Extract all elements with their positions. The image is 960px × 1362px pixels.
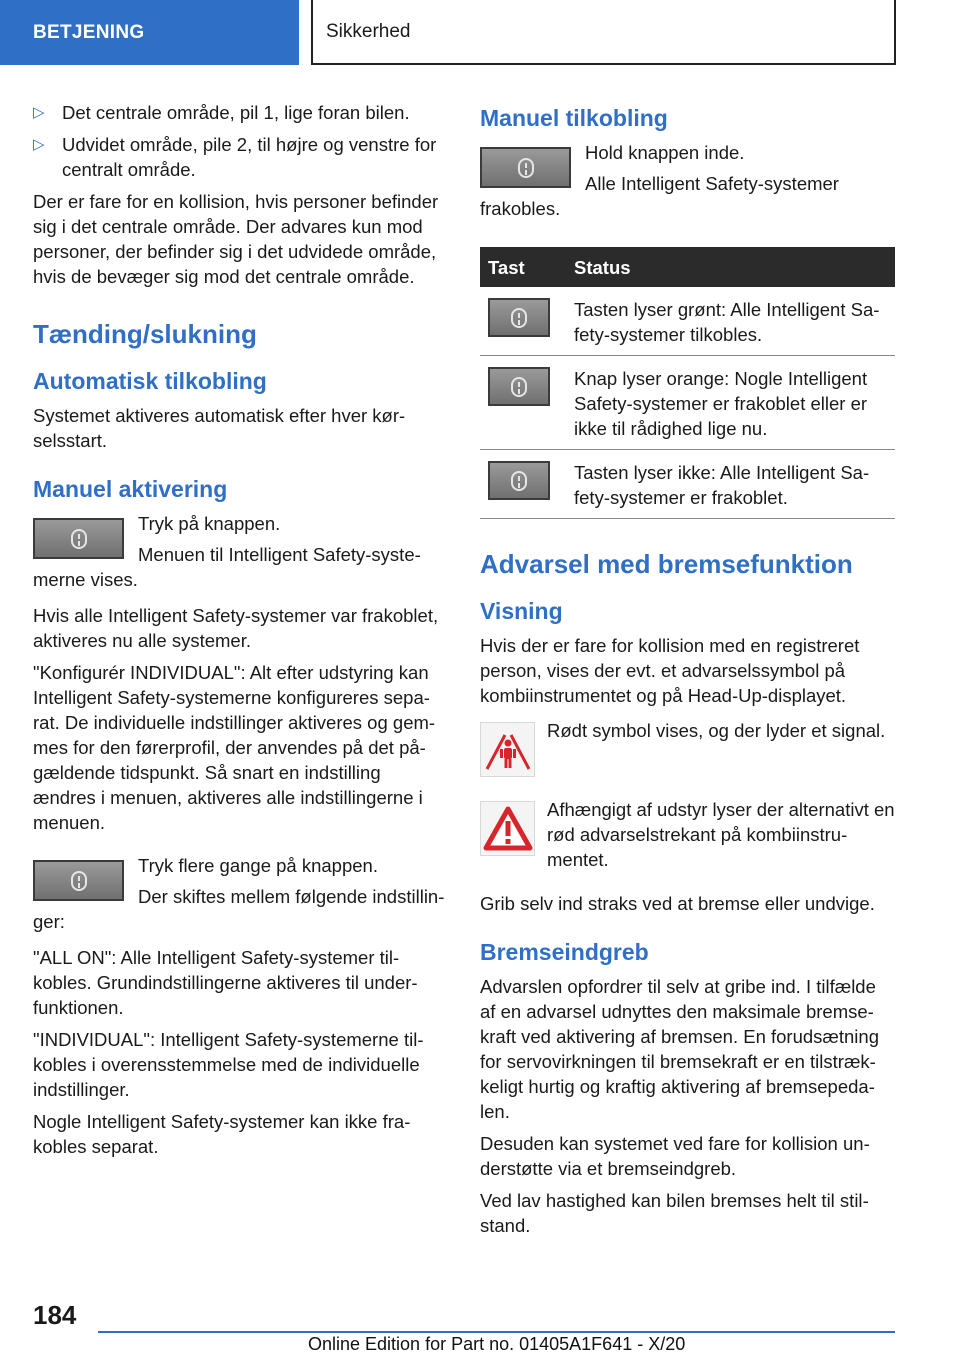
paragraph: "ALL ON": Alle Intelligent Safety-systemer tilkobles. Grundindstillingerne aktiveres til underfunktionen. — [33, 947, 418, 1018]
paragraph: Ved lav hastighed kan bilen bremses helt til stilstand. — [480, 1190, 869, 1236]
paragraph: Nogle Intelligent Safety-systemer kan ikke frakobles separat. — [33, 1111, 411, 1157]
status-cell: Tasten lyser grønt: Alle Intelligent Safety-systemer tilkobles. — [566, 287, 895, 356]
paragraph: "INDIVIDUAL": Intelligent Safety-systemerne tilkobles i overensstemmelse med de individuelle indstillinger. — [33, 1029, 424, 1100]
safety-button-icon — [480, 147, 571, 188]
triangle-bullet-icon: ▷ — [33, 104, 45, 121]
area-list — [33, 100, 448, 182]
heading-advarsel: Advarsel med bremsefunktion — [480, 549, 853, 579]
footer-divider — [98, 1331, 895, 1333]
page-number: 184 — [33, 1300, 77, 1330]
step-text: Hold knappen inde. — [585, 142, 745, 163]
warning-block — [480, 718, 895, 785]
heading-manuel-aktivering: Manuel aktivering — [33, 476, 228, 502]
section-tab — [0, 0, 299, 65]
step-text: Der skiftes mellem følgende indstillinger: — [33, 886, 445, 932]
triangle-bullet-icon: ▷ — [33, 136, 45, 153]
safety-button-icon — [488, 298, 550, 337]
pedestrian-warning-icon — [480, 722, 535, 777]
step-text: Tryk på knappen. — [138, 513, 281, 534]
table-row — [480, 287, 895, 356]
warning-text: Afhængigt af udstyr lyser der alternativt en rød advarselstrekant på kombiinstrumentet. — [547, 799, 895, 870]
warning-block — [480, 797, 895, 879]
chapter-title: Sikkerhed — [326, 20, 411, 42]
table-row — [480, 356, 895, 450]
safety-button-icon — [33, 518, 124, 559]
paragraph: Hvis alle Intelligent Safety-systemer var frakoblet, aktiveres nu alle systemer. — [33, 605, 439, 651]
step-text: Menuen til Intelligent Safety-systemerne vises. — [33, 544, 421, 590]
heading-bremseindgreb: Bremseindgreb — [480, 939, 649, 965]
status-table — [480, 247, 895, 519]
warning-triangle-icon — [480, 801, 535, 856]
column-header-status: Status — [566, 247, 895, 287]
icon-block — [480, 140, 895, 227]
warning-text: Rødt symbol vises, og der lyder et signal. — [547, 720, 886, 741]
paragraph: Hvis der er fare for kollision med en registreret person, vises der evt. et advarselssymbol på kombiinstrumentet og på Head-Up-displayet. — [480, 635, 860, 706]
paragraph: Desuden kan systemet ved fare for kollision understøtte via et bremseindgreb. — [480, 1133, 870, 1179]
step-text: Alle Intelligent Safety-systemer frakobles. — [480, 173, 839, 219]
paragraph: "Konfigurér INDIVIDUAL": Alt efter udstyring kan Intelligent Safety-systemerne konfigureres separat. De individuelle indstillinger aktiveres og gemmes for den førerprofil, der anvendes på det pågældende tidspunkt. Så snart en indstilling ændres i menuen, aktiveres alle indstillingerne i menuen. — [33, 662, 436, 833]
safety-button-icon — [488, 367, 550, 406]
paragraph: Systemet aktiveres automatisk efter hver kørselsstart. — [33, 405, 406, 451]
heading-auto: Automatisk tilkobling — [33, 368, 267, 394]
section-title: BETJENING — [33, 21, 145, 43]
table-row — [480, 450, 895, 519]
paragraph: Advarslen opfordrer til selv at gribe ind. I tilfælde af en advarsel udnyttes den maksimale bremsekraft ved aktivering af bremsen. En forudsætning for servovirkningen til bremsekraft er en tilstrækkeligt hurtig og kraftig aktivering af bremsepedalen. — [480, 976, 879, 1122]
right-column — [480, 100, 895, 1245]
list-item: ▷ Det centrale område, pil 1, lige foran bilen. — [33, 102, 410, 123]
list-item: ▷ Udvidet område, pile 2, til højre og venstre for centralt område. — [33, 134, 437, 180]
heading-taending: Tænding/slukning — [33, 319, 257, 349]
icon-block — [33, 511, 448, 598]
column-header-key: Tast — [480, 247, 566, 287]
status-cell: Tasten lyser ikke: Alle Intelligent Safety-systemer er frakoblet. — [566, 450, 895, 519]
safety-button-icon — [488, 461, 550, 500]
left-column — [33, 100, 448, 1166]
icon-block — [33, 853, 448, 940]
status-cell: Knap lyser orange: Nogle Intelligent Safety-systemer er frakoblet eller er ikke til rådighed lige nu. — [566, 356, 895, 450]
chapter-tab — [311, 0, 896, 65]
table-header — [480, 247, 895, 287]
edition-text: Online Edition for Part no. 01405A1F641 - X/20 — [308, 1334, 686, 1354]
heading-visning: Visning — [480, 598, 563, 624]
safety-button-icon — [33, 860, 124, 901]
paragraph: Der er fare for en kollision, hvis personer befinder sig i det centrale område. Der advares kun mod personer, der befinder sig i det udvidede område, hvis de bevæger sig mod det centrale område. — [33, 191, 439, 287]
step-text: Tryk flere gange på knappen. — [138, 855, 378, 876]
paragraph: Grib selv ind straks ved at bremse eller undvige. — [480, 893, 875, 914]
heading-manuel-tilkobling: Manuel tilkobling — [480, 105, 668, 131]
